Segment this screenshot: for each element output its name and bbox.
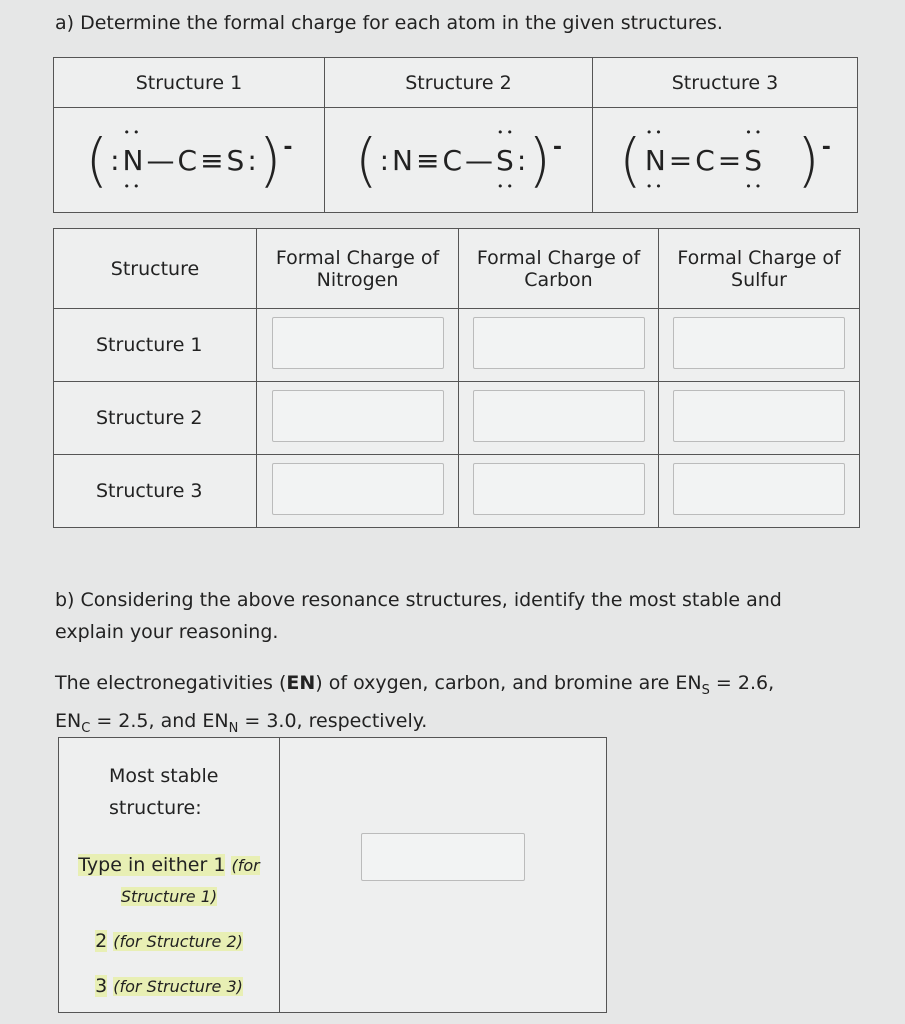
fc-input-s2-nitrogen[interactable] <box>272 390 444 442</box>
structure-3-header: Structure 3 <box>593 58 858 108</box>
header-structure: Structure <box>54 229 257 309</box>
fc-input-s3-sulfur[interactable] <box>673 463 845 515</box>
header-carbon: Formal Charge of Carbon <box>459 229 659 309</box>
structures-table <box>53 57 858 213</box>
header-nitrogen: Formal Charge of Nitrogen <box>257 229 459 309</box>
fc-input-s2-sulfur[interactable] <box>673 390 845 442</box>
table-row: Structure 2 <box>54 382 860 455</box>
table-row: Structure 1 <box>54 309 860 382</box>
lewis-structure-1: ( : •• N •• — C ≡ S : ) - <box>54 131 324 189</box>
table-row: Structure 3 <box>54 455 860 528</box>
fc-input-s3-carbon[interactable] <box>473 463 645 515</box>
electronegativity-text: The electronegativities (EN) of oxygen, carbon, and bromine are $EN_S = 2.6$, $EN_C = 2.5$, and $EN_N = 3.0$, respectively. <box>55 672 775 736</box>
fc-input-s2-carbon[interactable] <box>473 390 645 442</box>
header-sulfur: Formal Charge of Sulfur <box>659 229 860 309</box>
most-stable-input[interactable] <box>361 833 525 881</box>
part-a-title: a) Determine the formal charge for each atom in the given structures. <box>55 12 723 34</box>
structure-2-header: Structure 2 <box>325 58 593 108</box>
lewis-structure-2: ( : N ≡ C — •• S •• : ) - <box>325 131 592 189</box>
part-b-question: b) Considering the above resonance structures, identify the most stable and explain your reasoning. <box>55 589 782 643</box>
structure-1-header: Structure 1 <box>54 58 325 108</box>
fc-input-s1-nitrogen[interactable] <box>272 317 444 369</box>
lewis-structure-3: ( •• N •• = C = •• S •• ) - <box>593 131 857 189</box>
instructions: Type in either 1 (for Structure 1) 2 (for Structure 2) 3 (for Structure 3) <box>78 854 260 997</box>
most-stable-table <box>58 737 607 1013</box>
most-stable-label: Most stable structure: <box>109 765 219 819</box>
formal-charge-table <box>53 228 860 528</box>
fc-input-s3-nitrogen[interactable] <box>272 463 444 515</box>
fc-input-s1-carbon[interactable] <box>473 317 645 369</box>
fc-input-s1-sulfur[interactable] <box>673 317 845 369</box>
